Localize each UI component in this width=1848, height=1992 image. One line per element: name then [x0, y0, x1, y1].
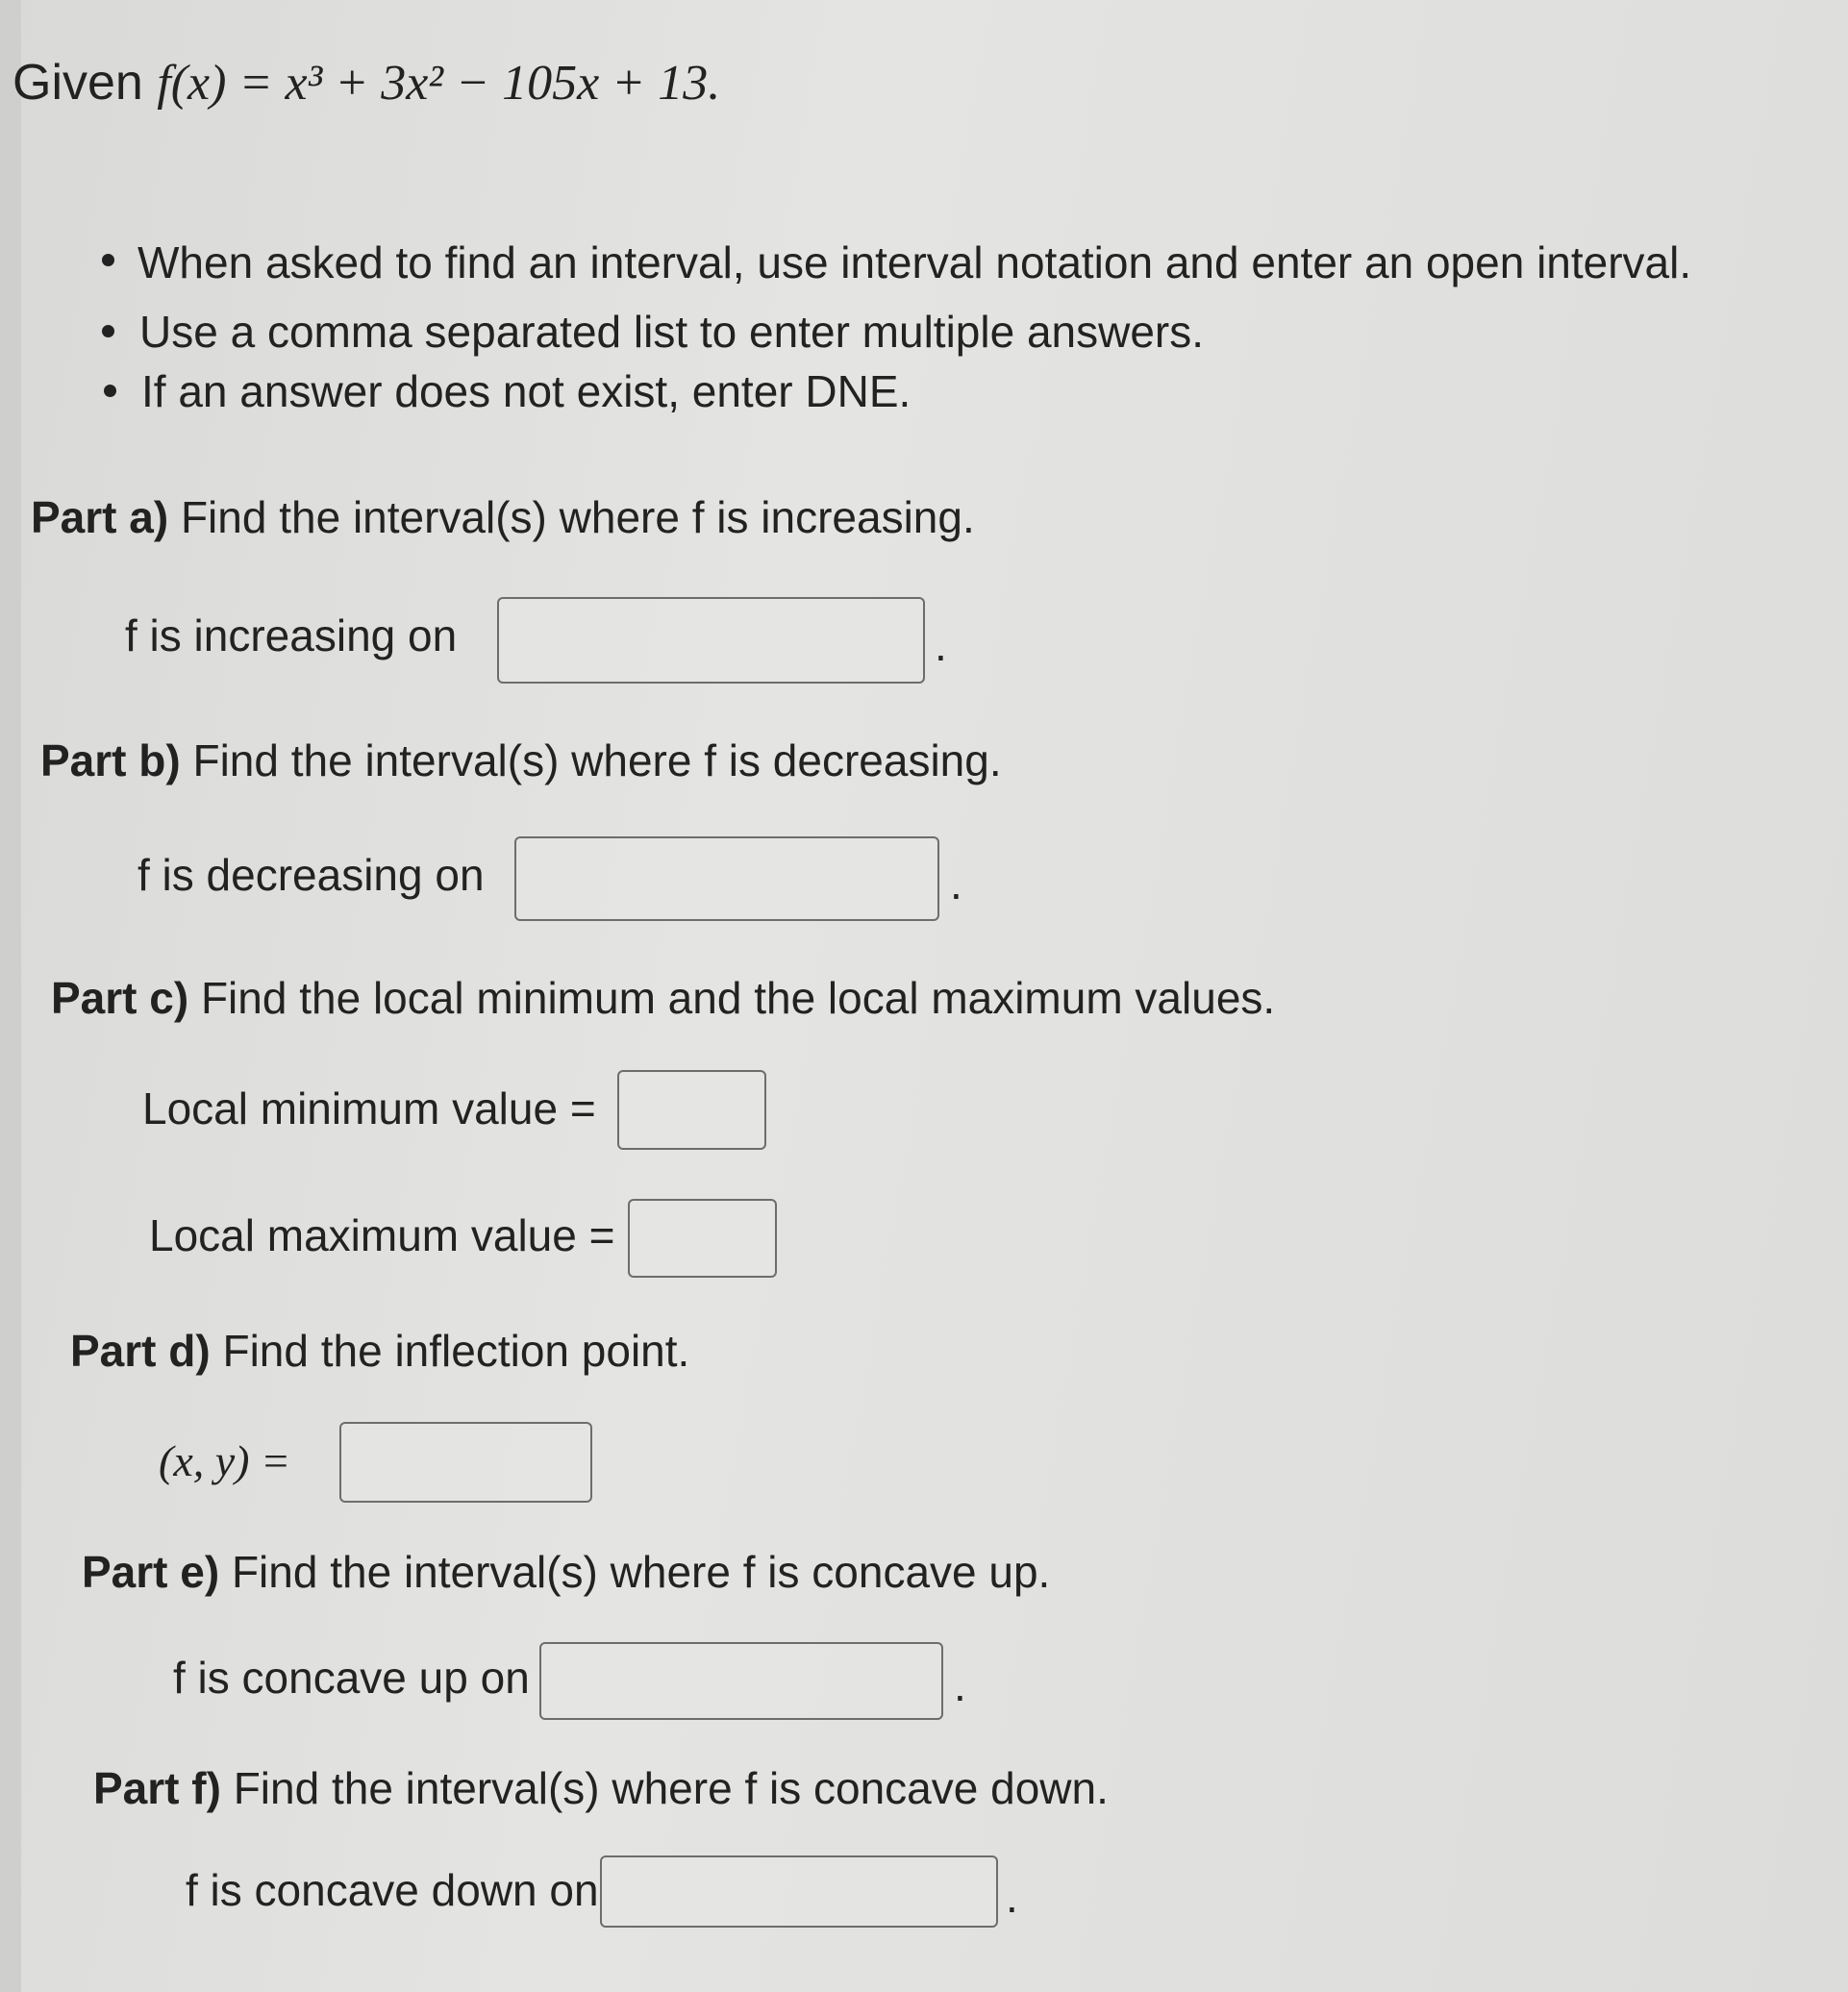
instruction-item: Use a comma separated list to enter multiple answers. — [139, 307, 1205, 357]
period: . — [1006, 1872, 1018, 1922]
part-a-prompt: f is increasing on — [125, 610, 458, 660]
period: . — [954, 1660, 966, 1710]
part-a-heading: Part a) Find the interval(s) where f is increasing. — [31, 492, 975, 542]
function-formula: f(x) = x³ + 3x² − 105x + 13. — [157, 56, 721, 111]
increasing-interval-input[interactable] — [497, 597, 925, 684]
problem-statement — [12, 56, 720, 111]
part-e-prompt: f is concave up on — [173, 1653, 530, 1703]
part-e-heading: Part e) Find the interval(s) where f is concave up. — [82, 1547, 1051, 1597]
inflection-point-label: (x, y) = — [159, 1436, 291, 1485]
bullet-icon — [102, 325, 114, 337]
bullet-icon — [102, 254, 114, 266]
local-max-input[interactable] — [628, 1199, 777, 1278]
part-d-heading: Part d) Find the inflection point. — [70, 1326, 690, 1376]
local-min-input[interactable] — [617, 1070, 766, 1150]
period: . — [935, 620, 947, 670]
instruction-item: When asked to find an interval, use interval notation and enter an open interval. — [137, 237, 1692, 287]
instruction-item: If an answer does not exist, enter DNE. — [141, 366, 912, 416]
decreasing-interval-input[interactable] — [514, 836, 939, 921]
part-b-prompt: f is decreasing on — [137, 850, 485, 900]
concave-up-input[interactable] — [539, 1642, 943, 1720]
given-label: Given — [12, 55, 143, 111]
part-b-heading: Part b) Find the interval(s) where f is decreasing. — [40, 735, 1002, 785]
part-c-heading: Part c) Find the local minimum and the local maximum values. — [51, 973, 1276, 1023]
inflection-point-input[interactable] — [339, 1422, 592, 1503]
part-f-prompt: f is concave down on — [186, 1865, 599, 1915]
concave-down-input[interactable] — [600, 1855, 998, 1928]
screen-edge — [0, 0, 21, 1992]
local-min-label: Local minimum value = — [142, 1083, 596, 1133]
part-f-heading: Part f) Find the interval(s) where f is concave down. — [93, 1763, 1109, 1813]
bullet-icon — [104, 385, 116, 397]
period: . — [950, 859, 962, 909]
local-max-label: Local maximum value = — [149, 1210, 615, 1260]
